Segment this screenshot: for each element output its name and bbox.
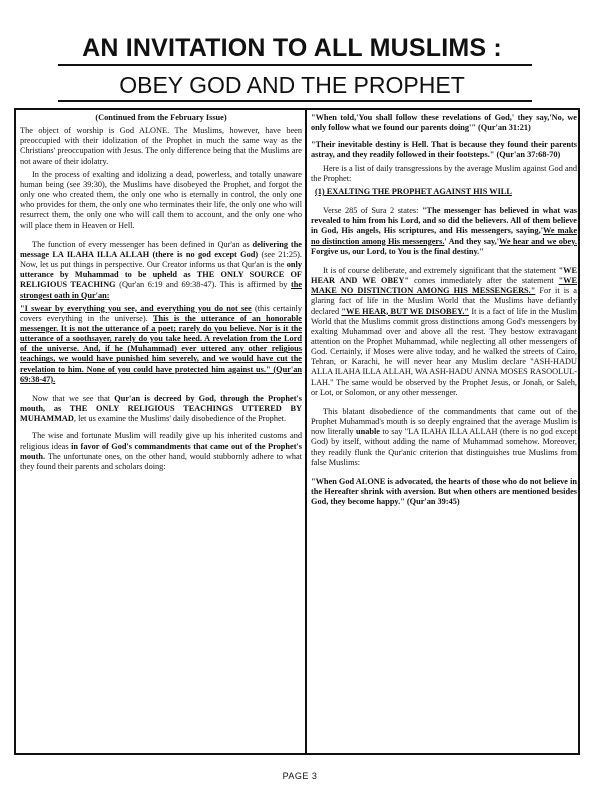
text-run: comes immediately after the statement [409, 276, 559, 286]
text-run: It is of course deliberate, and extremely significant that the statement [323, 265, 559, 275]
text-run: The wise and fortunate Muslim will readily give up his inherited customs and religious ideas [20, 431, 302, 451]
text-run: Forgive us, our Lord, to You is the final destiny." [311, 246, 484, 256]
text-run: ' And they say,' [444, 236, 500, 246]
title-rule-top [58, 64, 532, 66]
continued-note: (Continued from the February Issue) [95, 113, 227, 122]
paragraph [311, 407, 577, 468]
paragraph [20, 431, 302, 472]
section-heading: (1) EXALTING THE PROPHET AGAINST HIS WILL [315, 186, 512, 196]
paragraph [311, 266, 577, 398]
text-run: (this certainly covers everything in the universe). [20, 303, 302, 323]
column-divider [305, 108, 307, 755]
text-run: the strongest oath in Qur'an: [20, 280, 302, 300]
text-run: Qur'an is decreed by God, through the Prophet's mouth, as THE ONLY RELIGIOUS TEACHINGS UTTERED BY MUHAMMAD [20, 393, 302, 424]
text-run: We make no distinction among His messengers. [311, 226, 577, 246]
page-subtitle: OBEY GOD AND THE PROPHET [119, 72, 465, 98]
text-run: "WE HEAR AND WE OBEY" [311, 265, 577, 286]
text-run: (Qur'an 6:19 and 69:38-47). This is affirmed by [115, 280, 291, 290]
text-run: "The messenger has believed in what was revealed to him from his Lord, and so did the believers. All of them believe in God, His angels, His scriptures, and His messengers, saying,' [311, 206, 577, 236]
paragraph [20, 394, 302, 424]
left-column [20, 113, 302, 751]
text-run: to say "LA ILAHA ILLA ALLAH (there is no god except God) by itself, without adding the name of Muhammad somehow. Moreover, they readily flunk the Qur'anic criterion that distinguishes true Muslims from false Muslims: [311, 427, 577, 467]
text-run: The function of every messenger has been defined in Qur'an as [32, 239, 253, 249]
text-run: "WE MAKE NO DISTINCTION AMONG HIS MESSENGERS." [311, 276, 577, 296]
text-run: (see 21:25). Now, let us put things in perspective. Our Creator informs us that Qur'an is the [20, 249, 302, 270]
paragraph: The object of worship is God ALONE. The Muslims, however, have been preoccupied with their idolization of the Prophet in much the same way as the Christians' preoccupation with Jesus. The only difference being that the Muslims are not aware of their idolatry. [20, 126, 302, 166]
text-run: only utterance by Muhammad to be upheld as THE ONLY SOURCE OF RELIGIOUS TEACHING [20, 260, 302, 290]
text-run: "I swear by everything you see, and everything you do not see [20, 303, 252, 313]
text-run: Verse 285 of Sura 2 states: [323, 206, 422, 216]
text-run: We hear and we obey. [499, 236, 577, 246]
right-column [311, 113, 577, 751]
text-run: For it is a glaring fact of life in the Muslim World that the Muslims have defiantly declared [311, 286, 577, 316]
quote-oath [20, 304, 302, 385]
paragraph [20, 240, 302, 301]
quote-37-68: "Their inevitable destiny is Hell. That is because they found their parents astray, and they readily followed in their footsteps." (Qur'an 37:68-70) [311, 140, 577, 160]
text-run: in favor of God's commandments that came out of the Prophet's mouth. [20, 441, 302, 461]
quote-31-21: "When told,'You shall follow these revelations of God,' they say,'No, we only follow what we found our parents doing'" (Qur'an 31:21) [311, 113, 577, 133]
text-run: delivering the message LA ILAHA ILLA ALLAH (there is no god except God) [20, 239, 302, 259]
text-run: This is the utterance of an honorable messenger. It is not the utterance of a poet; rarely do you believe. Nor is it the utterance of a soothsayer, rarely do you take heed. A revelation from the Lord of the universe. And, if he (Muhammad) ever uttered any other religious teachings, we would have punished him severely, and we would have cut the revelation to him. None of you could have protected him against us." (Qur'an 69:38-47). [20, 313, 302, 384]
page-title: AN INVITATION TO ALL MUSLIMS : [82, 34, 502, 62]
text-run: "WE HEAR, BUT WE DISOBEY." [341, 306, 470, 316]
page-number: PAGE 3 [282, 771, 318, 781]
text-run: The unfortunate ones, on the other hand, would stubbornly adhere to what they found their parents and scholars doing: [20, 451, 302, 471]
text-run: It is a fact of life in the Muslim World that the Muslims commit gross distinctions among God's messengers by exalting Muhammad over and above all the rest. They bestow extravagant attention on the Prophet Muhammad, while neglecting all other messengers of God. Certainly, if Moses were alive today, and he walked the streets of Cairo, Tehran, or Karachi, he will never hear any Muslim declare "ASH-HADU ALLA ILAHA ILLA ALLAH, WA ASH-HADU ANNA MOSES RASOOLUL-LAH." The same would be observed by the Prophet Jesus, or Jonah, or Saleh, or Lot, or Solomon, or any other messenger. [311, 306, 577, 397]
text-run: , let us examine the Muslims' daily disobedience of the Prophet. [73, 414, 287, 424]
title-rule-bottom [58, 100, 532, 102]
paragraph [311, 206, 577, 257]
text-run: Now that we see that [32, 393, 115, 403]
paragraph: In the process of exalting and idolizing a dead, powerless, and totally unaware human being (see 39:30), the Muslims have disobeyed the Prophet, and forgot the only one who created them, the only one who is eternally in control, the only one who provides for them, the only one who terminates their life, the only one who will resurrect them, the only one who will call them to account, and the only one who will place them in Heaven or Hell. [20, 169, 302, 230]
quote-39-45: "When God ALONE is advocated, the hearts of those who do not believe in the Hereafter shrink with aversion. But when others are mentioned besides God, they become happy." (Qur'an 39:45) [311, 476, 577, 507]
paragraph: Here is a list of daily transgressions by the average Muslim against God and the Prophet: [311, 163, 577, 183]
text-run: This blatant disobedience of the commandments that came out of the Prophet Muhammad's mouth is so deeply engrained that the average Muslim is now literally [311, 406, 577, 437]
text-run: unable [355, 427, 380, 437]
